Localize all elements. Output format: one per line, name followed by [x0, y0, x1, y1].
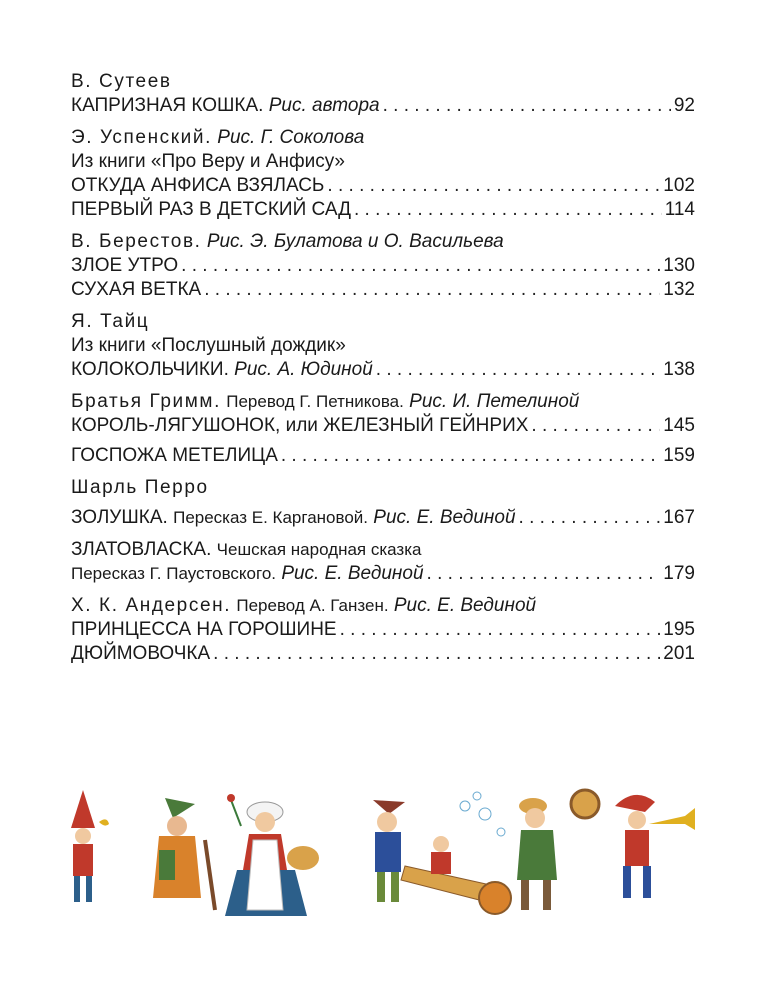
- entry-title: КАПРИЗНАЯ КОШКА.: [71, 95, 264, 116]
- entry-title: СУХАЯ ВЕТКА: [71, 279, 202, 300]
- entry-title: ЗЛАТОВЛАСКА.: [71, 539, 212, 560]
- leader-dots: [383, 94, 671, 118]
- toc-entry[interactable]: [71, 414, 695, 438]
- man-with-tambourine-icon: [517, 790, 599, 910]
- page-number: 179: [663, 563, 695, 584]
- leader-dots: [181, 254, 660, 278]
- toc-entry[interactable]: [71, 618, 695, 642]
- leader-dots: [204, 278, 660, 302]
- entry-title: КОРОЛЬ-ЛЯГУШОНОК, или ЖЕЛЕЗНЫЙ ГЕЙНРИХ: [71, 415, 529, 436]
- toc-entry[interactable]: [71, 94, 695, 118]
- page-number: 138: [663, 359, 695, 380]
- page-number: 130: [663, 255, 695, 276]
- translator: Перевод А. Ганзен.: [236, 596, 389, 615]
- author-line: [71, 538, 695, 562]
- entry-title: ЗЛОЕ УТРО: [71, 255, 179, 276]
- table-of-contents: [71, 70, 695, 666]
- author-name: В. Сутеев: [71, 71, 172, 92]
- retold-by: Пересказ Г. Паустовского.: [71, 564, 277, 583]
- jester-with-trumpet-icon: [615, 795, 695, 898]
- author-name: Я. Тайц: [71, 311, 150, 332]
- toc-entry[interactable]: [71, 506, 695, 530]
- lady-with-flower-icon: [225, 794, 319, 916]
- toc-entry[interactable]: [71, 174, 695, 198]
- illustrator: Рис. Э. Булатова и О. Васильева: [206, 231, 504, 252]
- entry-title: ЗОЛУШКА.: [71, 507, 168, 528]
- leader-dots: [519, 506, 661, 530]
- entry-title: ПЕРВЫЙ РАЗ В ДЕТСКИЙ САД: [71, 199, 351, 220]
- genre: Чешская народная сказка: [216, 540, 422, 559]
- entry-note: Рис. Е. Вединой: [373, 507, 516, 528]
- page-number: 92: [673, 95, 695, 116]
- page-number: 167: [663, 507, 695, 528]
- leader-dots: [213, 642, 660, 666]
- author-line: [71, 310, 695, 334]
- page-number: 102: [663, 175, 695, 196]
- illustrator: Рис. Е. Вединой: [393, 595, 537, 616]
- subtitle-line: [71, 334, 695, 358]
- entry-note: Рис. А. Юдиной: [234, 359, 373, 380]
- toc-entry[interactable]: [71, 562, 695, 586]
- author-line: [71, 70, 695, 94]
- entry-title: ПРИНЦЕССА НА ГОРОШИНЕ: [71, 619, 337, 640]
- leader-dots: [427, 562, 661, 586]
- author-name: Э. Успенский.: [71, 127, 212, 148]
- toc-entry[interactable]: [71, 642, 695, 666]
- leader-dots: [354, 198, 662, 222]
- author-name: Х. К. Андерсен.: [71, 595, 232, 616]
- author-name: Братья Гримм.: [71, 391, 221, 412]
- page-number: 114: [664, 199, 695, 220]
- entry-title: ОТКУДА АНФИСА ВЗЯЛАСЬ: [71, 175, 325, 196]
- old-woman-with-cane-icon: [153, 798, 215, 910]
- page-number: 132: [663, 279, 695, 300]
- translator: Перевод Г. Петникова.: [226, 392, 404, 411]
- toc-entry[interactable]: [71, 254, 695, 278]
- toc-entry[interactable]: [71, 278, 695, 302]
- leader-dots: [376, 358, 661, 382]
- book-subtitle: Из книги «Послушный дождик»: [71, 335, 346, 356]
- author-line: [71, 230, 695, 254]
- page-number: 201: [663, 643, 695, 664]
- leader-dots: [281, 444, 660, 468]
- author-line: [71, 126, 695, 150]
- page-number: 195: [663, 619, 695, 640]
- retold-by: Пересказ Е. Каргановой.: [173, 508, 369, 527]
- toc-entry[interactable]: [71, 198, 695, 222]
- illustrator: Рис. И. Петелиной: [409, 391, 580, 412]
- entry-title: ДЮЙМОВОЧКА: [71, 643, 211, 664]
- author-line: [71, 594, 695, 618]
- leader-dots: [327, 174, 660, 198]
- entry-note: Рис. автора: [268, 95, 380, 116]
- entry-note: Рис. Е. Вединой: [281, 563, 424, 584]
- toc-entry[interactable]: [71, 358, 695, 382]
- leader-dots: [340, 618, 661, 642]
- leader-dots: [531, 414, 660, 438]
- illustrator: Рис. Г. Соколова: [217, 127, 365, 148]
- author-line: [71, 476, 695, 500]
- child-blowing-bubbles-icon: [431, 792, 505, 874]
- gnome-with-bird-icon: [71, 790, 109, 902]
- author-name: Шарль Перро: [71, 477, 209, 498]
- entry-title: ГОСПОЖА МЕТЕЛИЦА: [71, 445, 278, 466]
- book-subtitle: Из книги «Про Веру и Анфису»: [71, 151, 345, 172]
- page-number: 159: [663, 445, 695, 466]
- entry-title: КОЛОКОЛЬЧИКИ.: [71, 359, 229, 380]
- characters-illustration: [55, 770, 715, 920]
- subtitle-line: [71, 150, 695, 174]
- page-number: 145: [663, 415, 695, 436]
- toc-entry[interactable]: [71, 444, 695, 468]
- author-name: В. Берестов.: [71, 231, 202, 252]
- author-line: [71, 390, 695, 414]
